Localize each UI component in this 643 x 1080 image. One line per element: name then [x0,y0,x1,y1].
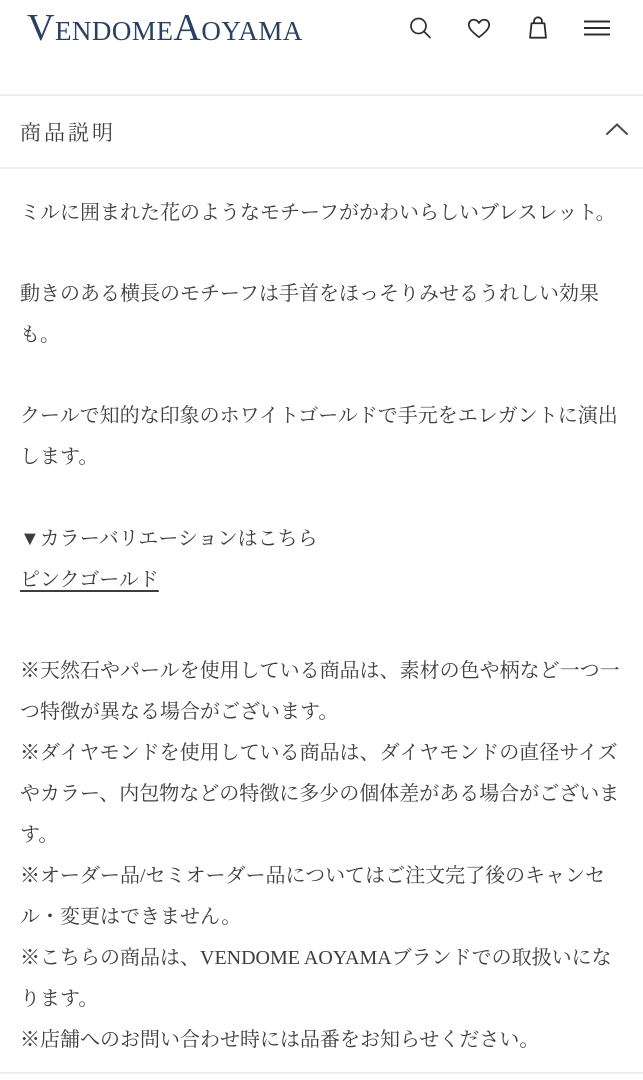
color-variation-link-pink-gold[interactable]: ピンクゴールド [20,569,159,591]
header-icons [407,14,610,42]
header-row [27,6,610,50]
brand-logo[interactable]: VendomeAoyama [27,7,303,49]
product-description-section [0,96,643,1061]
note-item: ※ダイヤモンドを使用している商品は、ダイヤモンドの直径サイズやカラー、内包物などの特徴に多少の個体差がある場合がございます。 [20,742,620,846]
color-variation-heading: ▼カラーバリエーションはこちら [20,528,318,550]
section-title: 商品説明 [20,120,116,145]
product-description-accordion-toggle[interactable] [0,96,643,169]
note-item: ※オーダー品/セミオーダー品についてはご注文完了後のキャンセル・変更はできません。 [20,865,606,928]
color-variation-block [20,519,623,601]
wishlist-heart-icon[interactable] [466,14,492,42]
product-description-body [0,169,643,1061]
note-item: ※天然石やパールを使用している商品は、素材の色や柄など一つ一つ特徴が異なる場合がございます。 [20,660,620,723]
section-divider [0,1072,643,1074]
color-variation-row [20,560,623,601]
product-notes [20,651,623,1061]
chevron-up-icon[interactable] [605,122,629,141]
search-icon[interactable] [407,14,433,42]
menu-hamburger-icon[interactable] [584,14,610,42]
description-paragraph: ミルに囲まれた花のようなモチーフがかわいらしいブレスレット。 [20,202,616,224]
note-item: ※店舗へのお問い合わせ時には品番をお知らせください。 [20,1029,540,1051]
shopping-bag-icon[interactable] [525,14,551,42]
note-item: ※こちらの商品は、VENDOME AOYAMAブランドでの取扱いになります。 [20,947,612,1010]
description-paragraph: 動きのある横長のモチーフは手首をほっそりみせるうれしい効果も。 [20,283,599,346]
site-header [0,0,643,96]
description-paragraph: クールで知的な印象のホワイトゴールドで手元をエレガントに演出します。 [20,405,618,468]
